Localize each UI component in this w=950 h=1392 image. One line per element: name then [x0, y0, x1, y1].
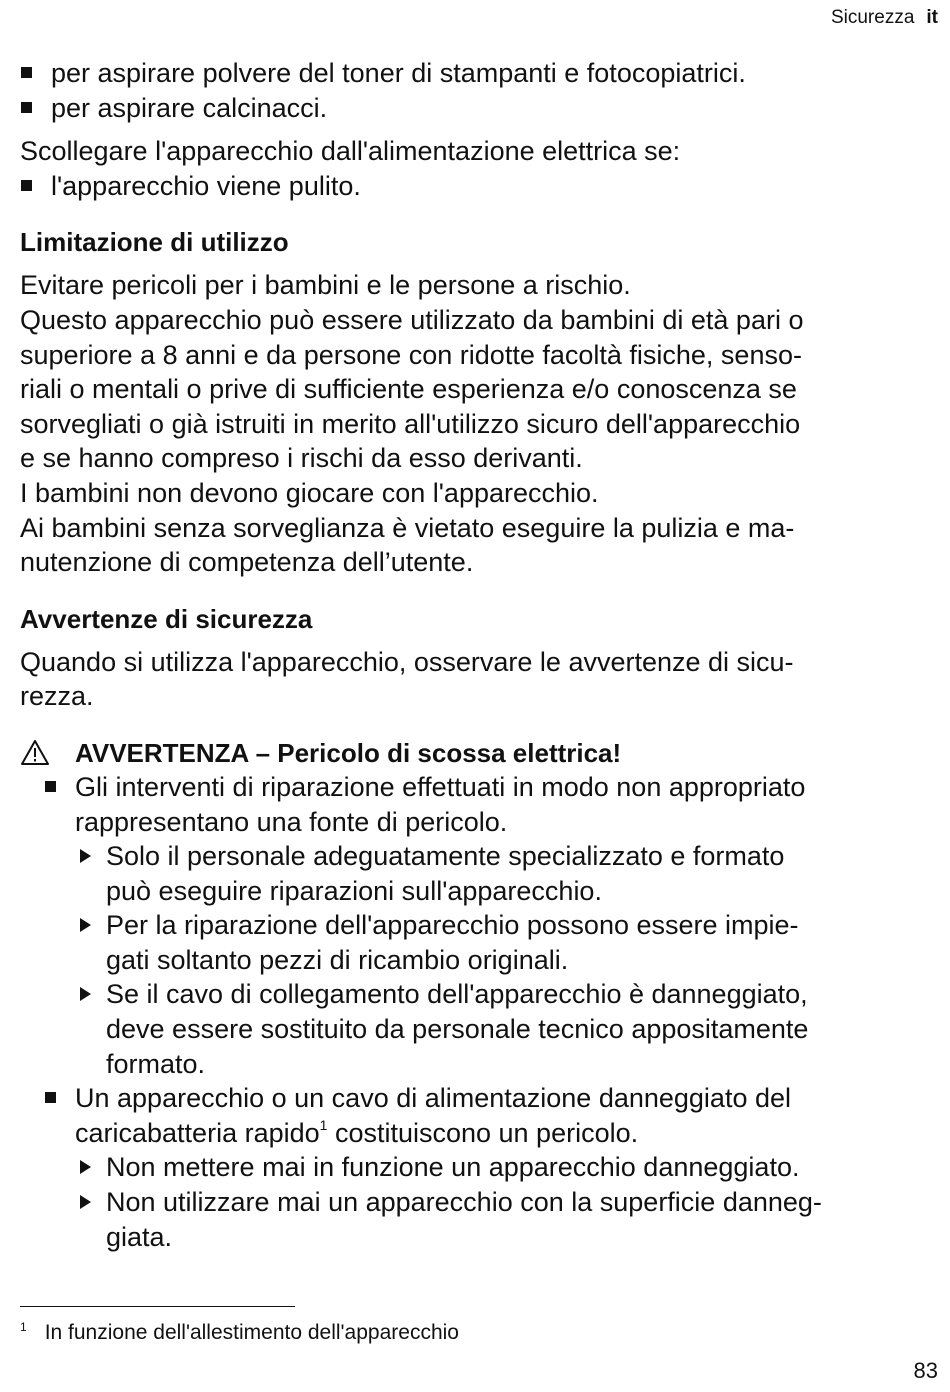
page-content [20, 56, 935, 1254]
header-section: Sicurezza [830, 7, 915, 28]
list-item: Un apparecchio o un cavo di alimentazione danneggiato del caricabatteria rapido$^1$ costituiscono un pericolo. [44, 1081, 935, 1150]
arrow-icon [80, 1160, 91, 1174]
section-heading-limitation: Limitazione di utilizzo [20, 227, 289, 258]
list-item: per aspirare calcinacci. [20, 91, 935, 126]
running-header [831, 6, 938, 30]
warning-triangle-icon [20, 739, 50, 766]
header-language: it [926, 7, 938, 28]
safety-paragraph: Quando si utilizza l'apparecchio, osservare le avvertenze di sicu- rezza. [20, 646, 794, 712]
instruction-step: Se il cavo di collegamento dell'apparecchio è danneggiato, deve essere sostituito da personale tecnico appositamente formato. [76, 977, 935, 1081]
arrow-icon [80, 918, 91, 932]
list-item: Gli interventi di riparazione effettuati in modo non appropriato rappresentano una fonte di pericolo. [44, 770, 935, 839]
warning-body [20, 770, 935, 1254]
instruction-step: Non mettere mai in funzione un apparecchio danneggiato. [76, 1150, 935, 1185]
limitation-paragraph: Evitare pericoli per i bambini e le persone a rischio. Questo apparecchio può essere utilizzato da bambini di età pari o superiore a 8 anni e da persone con ridotte facoltà fisiche, senso- riali o mentali o prive di sufficiente esperienza e/o conoscenza se sorvegliati o già istruiti in merito all'utilizzo sicuro dell'apparecchio e se hanno compreso i rischi da esso derivanti. I bambini non devono giocare con l'apparecchio. Ai bambini senza sorveglianza è vietato eseguire la pulizia e ma- nutenzione di competenza dell’utente. [20, 270, 804, 578]
list-item: l'apparecchio viene pulito. [20, 169, 935, 204]
footnote-text: In funzione dell'allestimento dell'apparecchio [44, 1321, 459, 1344]
footnote-divider [20, 1306, 295, 1307]
instruction-step: Solo il personale adeguatamente specializzato e formato può eseguire riparazioni sull'apparecchio. [76, 839, 935, 908]
list-item: per aspirare polvere del toner di stampanti e fotocopiatrici. [20, 56, 935, 91]
disconnect-text: Scollegare l'apparecchio dall'alimentazione elettrica se: [20, 136, 681, 167]
warning-title: AVVERTENZA – Pericolo di scossa elettrica! [20, 736, 935, 770]
section-heading-safety: Avvertenze di sicurezza [20, 603, 313, 634]
arrow-icon [80, 987, 91, 1001]
instruction-step: Non utilizzare mai un apparecchio con la superficie danneg- giata. [76, 1185, 935, 1254]
arrow-icon [80, 849, 91, 863]
footnote-mark: 1 [20, 1320, 27, 1334]
arrow-icon [80, 1195, 91, 1209]
footnote-reference: 1 [319, 1116, 328, 1133]
footnote [20, 1320, 459, 1348]
page-number: 83 [913, 1358, 938, 1383]
instruction-step: Per la riparazione dell'apparecchio possono essere impie- gati soltanto pezzi di ricambio originali. [76, 908, 935, 977]
